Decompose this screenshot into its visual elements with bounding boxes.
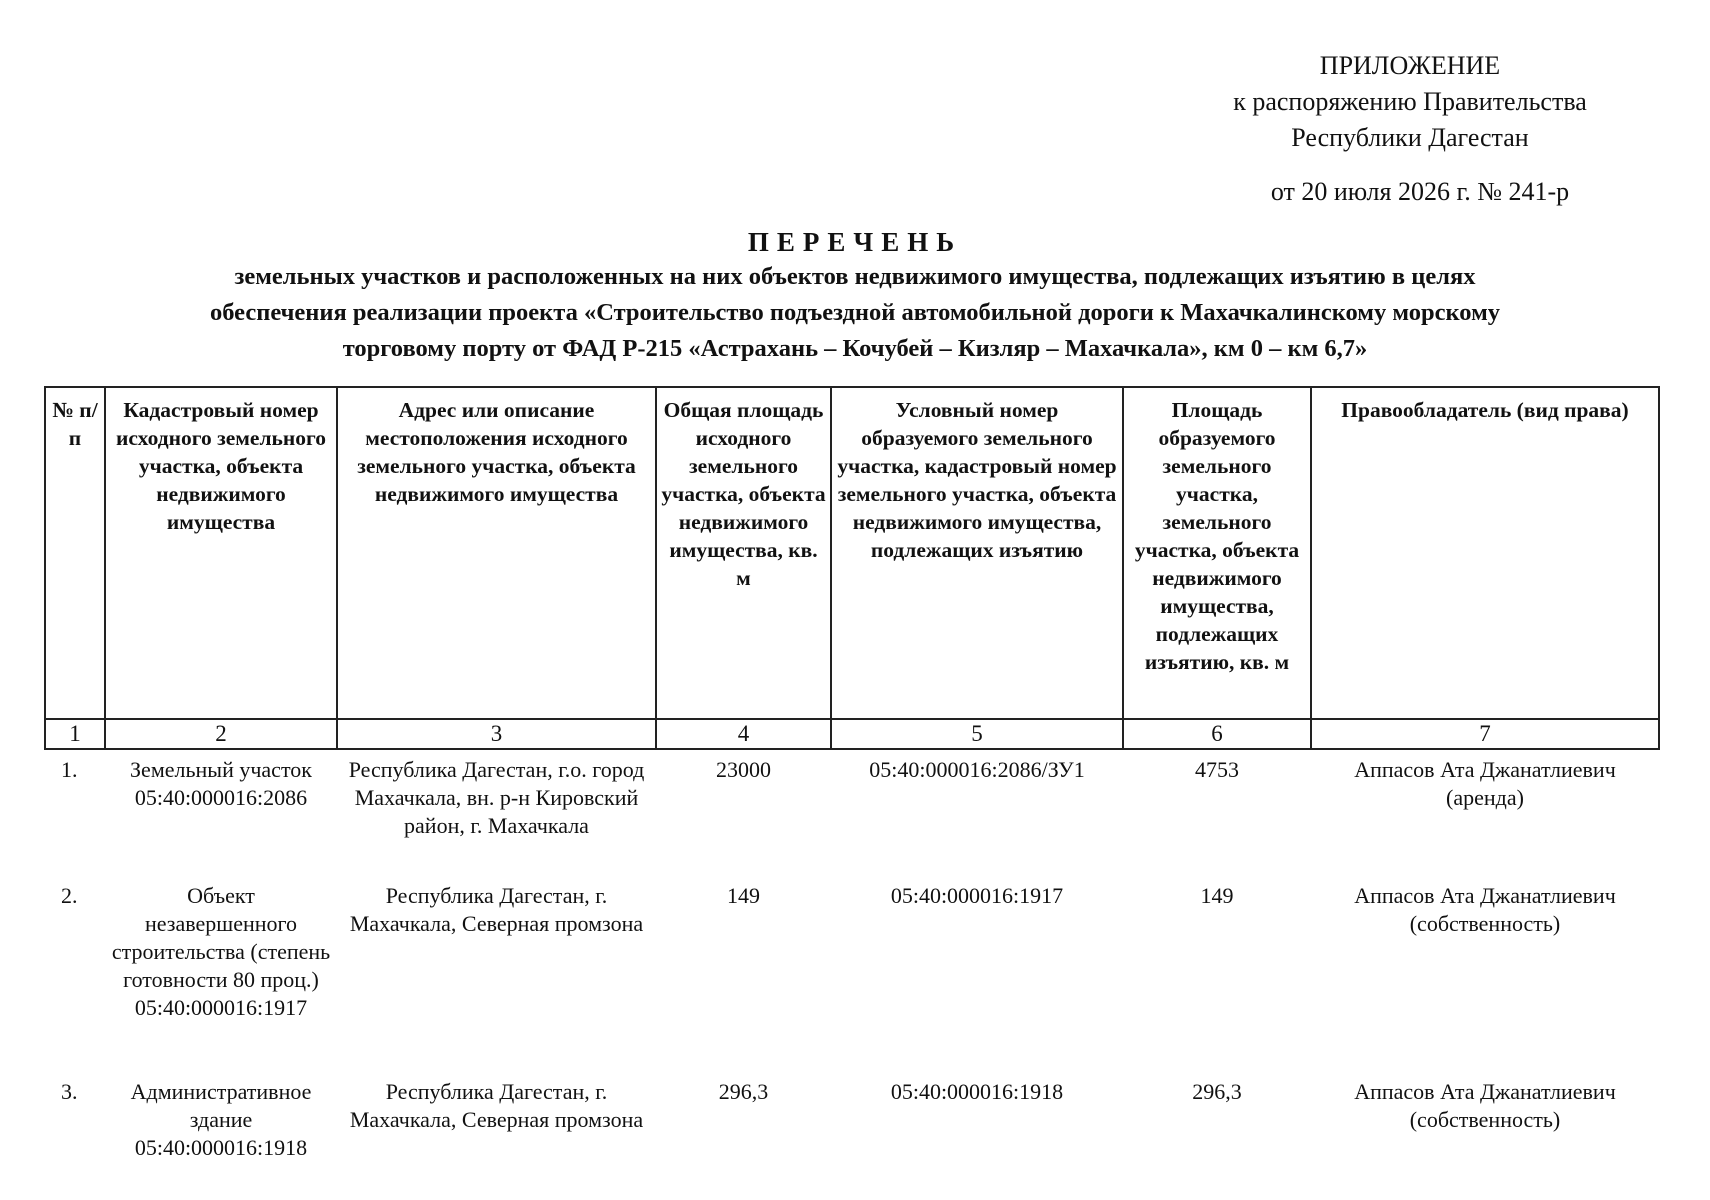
row-area: 4753 (1195, 757, 1239, 782)
row-object: Административное здание 05:40:000016:1918 (130, 1079, 312, 1160)
table-row (45, 876, 1659, 1072)
column-number: 7 (1311, 719, 1659, 749)
appendix-label: ПРИЛОЖЕНИЕ (1319, 51, 1501, 80)
row-area: 149 (1200, 883, 1234, 908)
column-number: 6 (1123, 719, 1311, 749)
appendix-line: к распоряжению Правительства (1233, 87, 1587, 116)
table-row (45, 749, 1659, 876)
row-conditional-number: 05:40:000016:2086/ЗУ1 (869, 757, 1085, 782)
header-cell-conditional-number: Условный номер образуемого земельного участка, кадастровый номер земельного участка, объекта недвижимого имущества, подлежащих изъятию (831, 387, 1123, 719)
row-conditional-number: 05:40:000016:1918 (890, 1079, 1064, 1104)
row-conditional-number: 05:40:000016:1917 (890, 883, 1064, 908)
table-row (45, 1072, 1659, 1168)
row-number: 2. (61, 883, 78, 908)
row-total-area: 296,3 (718, 1079, 769, 1104)
row-address: Республика Дагестан, г. Махачкала, Северная промзона (349, 883, 644, 936)
table-header-row (45, 387, 1659, 719)
column-number-row (45, 719, 1659, 749)
header-cell-cadastral: Кадастровый номер исходного земельного участка, объекта недвижимого имущества (105, 387, 337, 719)
row-owner: Аппасов Ата Джанатлиевич (собственность) (1354, 1079, 1616, 1132)
column-number: 4 (656, 719, 831, 749)
appendix-date: от 20 июля 2026 г. № 241-р (1270, 177, 1570, 206)
header-cell-total-area: Общая площадь исходного земельного участка, объекта недвижимого имущества, кв. м (656, 387, 831, 719)
header-cell-owner: Правообладатель (вид права) (1311, 387, 1659, 719)
title-line: земельных участков и расположенных на них объектов недвижимого имущества, подлежащих изъятию в целях (234, 263, 1476, 290)
document-title (40, 226, 1670, 366)
row-object: Объект незавершенного строительства (степень готовности 80 проц.) 05:40:000016:1917 (111, 883, 331, 1020)
row-area: 296,3 (1192, 1079, 1242, 1104)
row-owner: Аппасов Ата Джанатлиевич (собственность) (1354, 883, 1616, 936)
row-number: 1. (61, 757, 78, 782)
title-line: торговому порту от ФАД Р-215 «Астрахань – Кочубей – Кизляр – Махачкала», км 0 – км 6,7» (342, 335, 1368, 362)
column-number: 5 (831, 719, 1123, 749)
row-total-area: 23000 (716, 757, 771, 782)
title-heading: ПЕРЕЧЕНЬ (747, 227, 963, 257)
header-cell-number: № п/п (45, 387, 105, 719)
appendix-line: Республики Дагестан (1291, 123, 1529, 152)
header-cell-address: Адрес или описание местоположения исходного земельного участка, объекта недвижимого имущества (337, 387, 656, 719)
appendix-block (1180, 48, 1640, 210)
row-owner: Аппасов Ата Джанатлиевич (аренда) (1354, 757, 1616, 810)
title-line: обеспечения реализации проекта «Строительство подъездной автомобильной дороги к Махачкалинскому морскому (209, 299, 1501, 326)
row-address: Республика Дагестан, г. Махачкала, Северная промзона (349, 1079, 644, 1132)
column-number: 2 (105, 719, 337, 749)
property-table (44, 386, 1660, 1168)
column-number: 3 (337, 719, 656, 749)
row-number: 3. (61, 1079, 78, 1104)
row-object: Земельный участок 05:40:000016:2086 (130, 757, 312, 810)
column-number: 1 (45, 719, 105, 749)
header-cell-area: Площадь образуемого земельного участка, земельного участка, объекта недвижимого имущества, подлежащих изъятию, кв. м (1123, 387, 1311, 719)
row-address: Республика Дагестан, г.о. город Махачкала, вн. р-н Кировский район, г. Махачкала (348, 757, 645, 838)
row-total-area: 149 (727, 883, 760, 908)
